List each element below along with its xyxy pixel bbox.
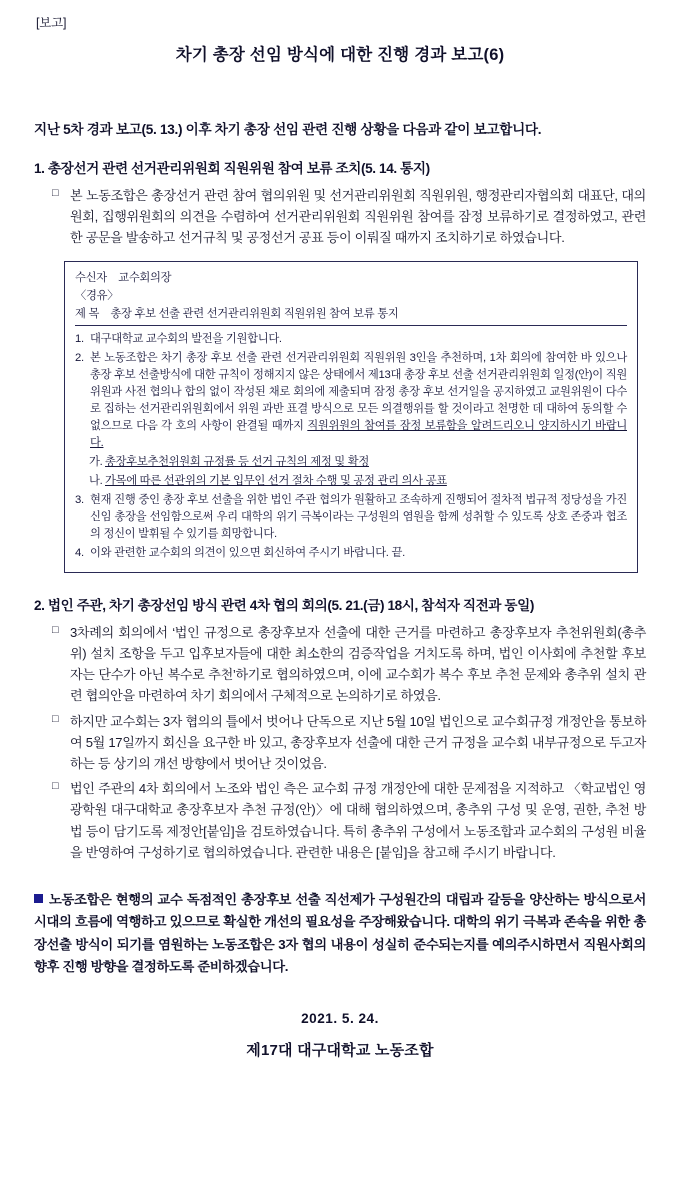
list-item-text: 현재 진행 중인 총장 후보 선출을 위한 법인 주관 협의가 원활하고 조속하게 진행되어 절차적 법규적 정당성을 가진 신임 총장을 선임함으로써 우리 대학의 위기 극복이라는 구성원의 염원을 함께 성취할 수 있도록 상호 존중과 협조의 정신이 발휘될 수 있기를 희망합니다.: [90, 493, 627, 540]
list-item-text-underlined: 직원위원의 참여를 잠정 보류함을 알려드리오니 양지하시기 바랍니다.: [90, 420, 627, 450]
square-bullet-icon: □: [52, 187, 59, 200]
list-item-text: 가목에 따른 선관위의 기본 입무인 선거 절차 수행 및 공정 관리 의사 공표: [105, 474, 447, 487]
list-item-text: 본 노동조합은 차기 총장 후보 선출 관련 선거관리위원회 직원위원 3인을 추천하며, 1차 회의에 참여한 바 있으나 총장 후보 선출방식에 대한 규칙이 정해지지 않은 상태에서 제13대 총장 후보 선출 선거관리위원회 일정(안)이 직원위원과 사전 협의나 합의 없이 작성된 채로 회의에 제출되며 잠정 총장 후보 선거일을 공지하였고 교원위원이 다수로 집하는 선거관리위원회에서 위원 과반 표결 방식으로 모든 의결행위를 할 것이라고 천명한 데 대하여 동의할 수 없으므로 다음 각 호의 사항이 완결될 때까지: [90, 352, 627, 433]
list-item: [34, 711, 646, 775]
list-item-text: 하지만 교수회는 3자 협의의 틀에서 벗어나 단독으로 지난 5월 10일 법인으로 교수회규정 개정안을 통보하여 5월 17일까지 회신을 요구한 바 있고, 총장후보자 선출에 대한 근거 규정을 교수회 내부규정으로 두고자 하는 등 상기의 개선 방향에서 벗어난 것이었음.: [70, 713, 646, 771]
section-1: [34, 158, 646, 249]
closing-statement: [34, 889, 646, 978]
square-bullet-icon: □: [52, 712, 59, 725]
list-item-text: 이와 관련한 교수회의 의견이 있으면 회신하여 주시기 바랍니다. 끝.: [90, 546, 405, 559]
notice-recipient-label: 수신자: [75, 271, 107, 284]
page-title: 차기 총장 선임 방식에 대한 진행 경과 보고(6): [175, 46, 505, 65]
list-item-number: 3.: [75, 493, 84, 506]
list-item: [75, 350, 627, 452]
notice-subject-value: 총장 후보 선출 관련 선거관리위원회 직원위원 참여 보류 통지: [110, 307, 399, 320]
list-item-text: 3차례의 회의에서 ‘법인 규정으로 총장후보자 선출에 대한 근거를 마련하고 총장후보자 추천위원회(총추위) 설치 조항을 두고 입후보자들에 대한 최소한의 검증작업을 거치도록 하며, 법인 이사회에 추천할 후보자는 단수가 아닌 복수로 추천’하기로 협의하였으며, 이에 교수회가 복수 후보 추천 문제와 총추위 설치 관련 협의안을 마련하여 차기 회의에서 구체적으로 논의하기로 하였음.: [70, 624, 646, 704]
list-item-number: 4.: [75, 546, 84, 559]
notice-via-label: 〈경유〉: [75, 289, 119, 302]
list-item: [75, 454, 627, 471]
list-item: [75, 331, 627, 348]
list-item: [75, 492, 627, 543]
list-item-text: 본 노동조합은 총장선거 관련 참여 협의위원 및 선거관리위원회 직원위원, 행정관리자협의회 대표단, 대의원회, 집행위원회의 의견을 수렴하여 선거관리위원회 직원위원 참여를 잠정 보류하기로 결정하였고, 관련한 공문을 발송하고 선거규칙 및 공정선거 공표 등이 이뤄질 때까지 조치하기로 하였습니다.: [70, 188, 646, 246]
list-item-number: 1.: [75, 333, 84, 346]
list-item-number: 2.: [75, 352, 84, 365]
section-1-bullets: [34, 185, 646, 249]
official-notice-box: [64, 261, 638, 573]
section-1-heading: 1. 총장선거 관련 선거관리위원회 직원위원 참여 보류 조치(5. 14. 통지): [34, 161, 430, 176]
square-bullet-icon: □: [52, 780, 59, 793]
notice-subject-line: [75, 306, 627, 327]
section-2-heading: 2. 법인 주관, 차기 총장선임 방식 관련 4차 협의 회의(5. 21.(금) 18시, 참석자 직전과 동일): [34, 597, 535, 613]
document-date: 2021. 5. 24.: [301, 1011, 379, 1027]
list-item-text: 법인 주관의 4차 회의에서 노조와 법인 측은 교수회 규정 개정안에 대한 문제점을 지적하고 〈학교법인 영광학원 대구대학교 총장후보자 추천 규정(안)〉에 대해 협의하였으며, 총추위 구성 및 운영, 권한, 추천 방법 등이 담기도록 제정안[붙임]을 검토하였습니다. 특히 총추위 구성에서 노동조합과 교수회의 구성원 비율을 반영하여 구성하기로 협의하였습니다. 관련한 내용은 [붙임]을 참고해 주시기 바랍니다.: [70, 781, 646, 860]
list-item: [75, 473, 627, 490]
notice-recipient-value: 교수회의장: [118, 271, 172, 284]
section-2: [34, 595, 646, 863]
list-item: [34, 185, 646, 249]
list-item: [75, 545, 627, 562]
document-kind-label: [보고]: [36, 16, 67, 30]
filled-square-icon: [34, 894, 43, 903]
notice-subject-label: 제 목: [75, 307, 100, 320]
notice-item-list: [75, 331, 627, 561]
notice-recipient-line: [75, 270, 627, 287]
section-2-bullets: [34, 622, 646, 863]
list-item-text: 총장후보추천위원회 규정률 등 선거 규칙의 제정 및 확정: [105, 456, 369, 469]
lead-paragraph: 지난 5차 경과 보고(5. 13.) 이후 차기 총장 선임 관련 진행 상황을 다음과 같이 보고합니다.: [34, 121, 542, 137]
list-item-text: 대구대학교 교수회의 발전을 기원합니다.: [90, 333, 282, 346]
list-item-number: 가.: [89, 456, 103, 469]
document-signature: 제17대 대구대학교 노동조합: [246, 1042, 434, 1060]
closing-statement-text: 노동조합은 현행의 교수 독점적인 총장후보 선출 직선제가 구성원간의 대립과 갈등을 양산하는 방식으로서 시대의 흐름에 역행하고 있으므로 확실한 개선의 필요성을 주장해왔습니다. 대학의 위기 극복과 존속을 위한 총장선출 방식이 되기를 염원하는 노동조합은 3자 협의 내용이 성실히 준수되는지를 예의주시하면서 직원사회의 향후 진행 방향을 결정하도록 준비하겠습니다.: [34, 891, 646, 974]
square-bullet-icon: □: [52, 623, 59, 636]
list-item: [34, 778, 646, 863]
list-item-number: 나.: [89, 474, 103, 487]
list-item: [34, 622, 646, 707]
